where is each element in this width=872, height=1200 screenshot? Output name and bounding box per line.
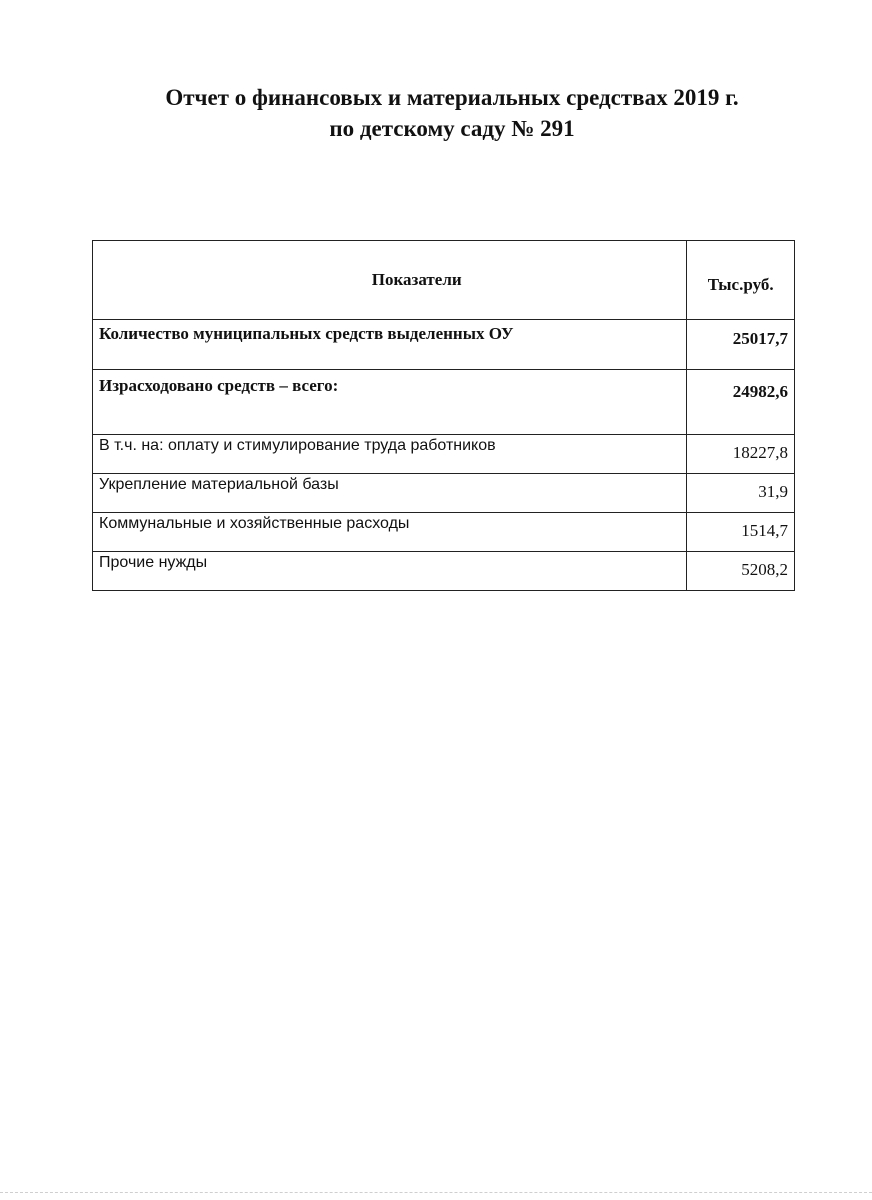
row-value: 18227,8 (687, 435, 795, 474)
row-label: Количество муниципальных средств выделенных ОУ (93, 320, 687, 370)
table-row (93, 552, 795, 591)
row-label: В т.ч. на: оплату и стимулирование труда работников (93, 435, 687, 474)
table-row (93, 435, 795, 474)
row-label: Израсходовано средств – всего: (93, 370, 687, 435)
header-thousand-rubles: Тыс.руб. (687, 241, 795, 320)
document-title: Отчет о финансовых и материальных средствах 2019 г. (165, 85, 739, 110)
row-value: 25017,7 (687, 320, 795, 370)
document-subtitle: по детскому саду № 291 (329, 116, 575, 141)
row-value: 31,9 (687, 474, 795, 513)
table-row (93, 370, 795, 435)
table-row (93, 320, 795, 370)
table-header-row (93, 241, 795, 320)
header-indicators: Показатели (93, 241, 687, 320)
row-value: 24982,6 (687, 370, 795, 435)
report-table (92, 240, 795, 591)
table-row (93, 513, 795, 552)
row-value: 1514,7 (687, 513, 795, 552)
table-row (93, 474, 795, 513)
scan-edge-divider (0, 1192, 872, 1194)
row-label: Укрепление материальной базы (93, 474, 687, 513)
row-label: Прочие нужды (93, 552, 687, 591)
row-label: Коммунальные и хозяйственные расходы (93, 513, 687, 552)
row-value: 5208,2 (687, 552, 795, 591)
